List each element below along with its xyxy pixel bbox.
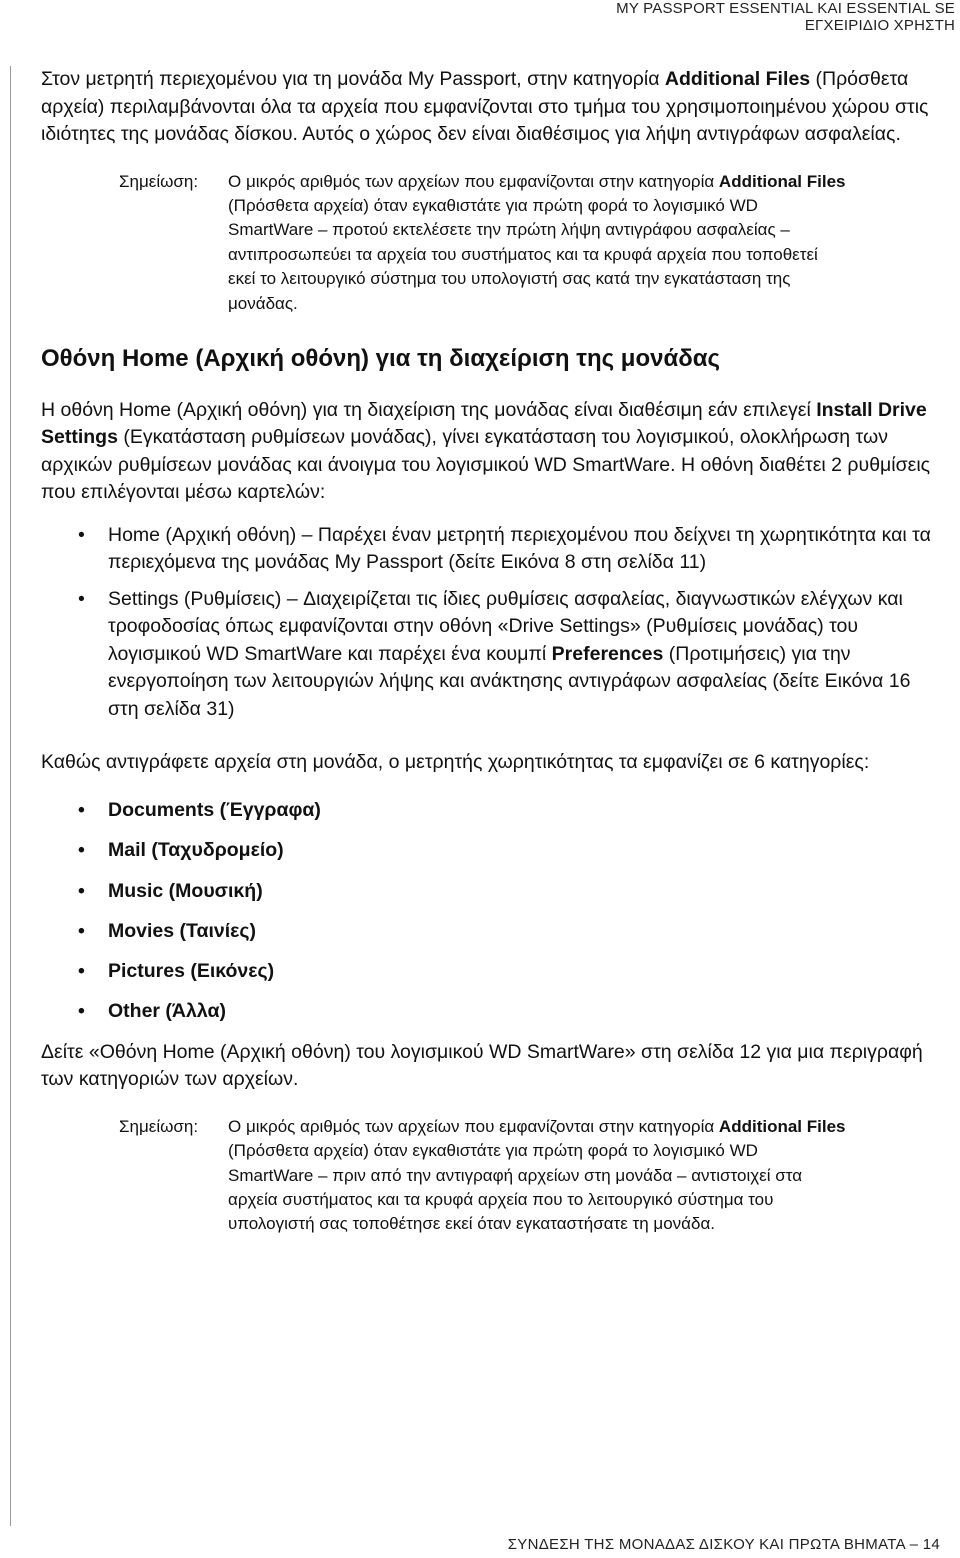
categories-list (41, 797, 941, 1025)
category-item: • Mail (Ταχυδρομείο) (41, 837, 941, 864)
list-item-settings: • Settings (Ρυθμίσεις) – Διαχειρίζεται τις ίδιες ρυθμίσεις ασφαλείας, διαγνωστικών ελέγχων και τροφοδοσίας όπως εμφανίζονται στην οθόνη «Drive Settings» (Ρυθμίσεις μονάδας) του λογισμικού WD SmartWare και παρέχει ένα κουμπί Preferences (Προτιμήσεις) για την ενεργοποίηση των λειτουργιών λήψης και ανάκτησης αντιγράφων ασφαλείας (δείτε Εικόνα 16 στη σελίδα 31) (78, 587, 911, 720)
preferences-bold-term: Preferences (551, 642, 664, 665)
running-header (616, 0, 955, 34)
bullet-icon: • (78, 523, 85, 546)
note-1-bold-term: Additional Files (718, 171, 846, 191)
category-item: • Movies (Ταινίες) (41, 918, 941, 945)
category-item: • Documents (Έγγραφα) (41, 797, 941, 824)
tab-list (41, 522, 941, 724)
bullet-icon: • (78, 839, 85, 862)
bullet-icon: • (78, 1000, 85, 1023)
bullet-icon: • (78, 798, 85, 821)
note-2-bold-term: Additional Files (718, 1116, 846, 1136)
header-title: MY PASSPORT ESSENTIAL KAI ESSENTIAL SE (616, 0, 955, 17)
header-subtitle: ΕΓΧΕΙΡΙΔΙΟ ΧΡΗΣΤΗ (804, 17, 955, 34)
list-item-home: • Home (Αρχική οθόνη) – Παρέχει έναν μετρητή περιεχομένου που δείχνει τη χωρητικότητα και τα περιεχόμενα της μονάδας My Passport (δείτε Εικόνα 8 στη σελίδα 11) (78, 523, 931, 574)
bullet-icon: • (78, 960, 85, 983)
category-item: • Pictures (Εικόνες) (41, 958, 941, 985)
note-1-label: Σημείωση: (119, 171, 199, 191)
categories-intro: Καθώς αντιγράφετε αρχεία στη μονάδα, ο μετρητής χωρητικότητας τα εμφανίζει σε 6 κατηγορίες: (41, 751, 870, 774)
running-footer: ΣΥΝΔΕΣΗ ΤΗΣ ΜΟΝΑΔΑΣ ΔΙΣΚΟΥ ΚΑΙ ΠΡΩΤΑ ΒΗΜΑΤΑ – 14 (507, 1536, 940, 1553)
section-paragraph: Η οθόνη Home (Αρχική οθόνη) για τη διαχείριση της μονάδας είναι διαθέσιμη εάν επιλεγεί Install Drive Settings (Εγκατάσταση ρυθμίσεων μονάδας), γίνει εγκατάσταση του λογισμικού, ολοκλήρωση των αρχικών ρυθμίσεων μονάδας και άνοιγμα του λογισμικού WD SmartWare. Η οθόνη διαθέτει 2 ρυθμίσεις που επιλέγονται μέσω καρτελών: (41, 398, 931, 504)
page-content (41, 66, 941, 1237)
intro-bold-term: Additional Files (664, 68, 811, 90)
bullet-icon: • (78, 919, 85, 942)
section-heading: Οθόνη Home (Αρχική οθόνη) για τη διαχείριση της μονάδας (41, 344, 720, 372)
section-bold-term: Install Drive Settings (41, 398, 927, 449)
note-2: Σημείωση: Ο μικρός αριθμός των αρχείων που εμφανίζονται στην κατηγορία Additional Files (Πρόσθετα αρχεία) όταν εγκαθιστάτε για πρώτη φορά το λογισμικό WD SmartWare – πριν από την αντιγραφή αρχείων στη μονάδα – αντιστοιχεί στα αρχεία συστήματος και τα κρυφά αρχεία που το λειτουργικό σύστημα του υπολογιστή σας τοποθέτησε εκεί όταν εγκαταστήσατε τη μονάδα. (119, 1116, 846, 1234)
category-item: • Other (Άλλα) (41, 998, 941, 1025)
note-2-label: Σημείωση: (119, 1116, 199, 1136)
category-item: • Music (Μουσική) (41, 878, 941, 905)
note-1: Σημείωση: Ο μικρός αριθμός των αρχείων που εμφανίζονται στην κατηγορία Additional Files (Πρόσθετα αρχεία) όταν εγκαθιστάτε για πρώτη φορά το λογισμικό WD SmartWare – προτού εκτελέσετε την πρώτη λήψη αντιγράφου ασφαλείας – αντιπροσωπεύει τα αρχεία του συστήματος και τα κρυφά αρχεία που τοποθετεί εκεί το λειτουργικό σύστημα του υπολογιστή σας κατά την εγκατάσταση της μονάδας. (119, 171, 846, 313)
see-also-paragraph: Δείτε «Οθόνη Home (Αρχική οθόνη) του λογισμικού WD SmartWare» στη σελίδα 12 για μια περιγραφή των κατηγοριών των αρχείων. (41, 1040, 923, 1091)
bullet-icon: • (78, 587, 85, 610)
left-margin-rule (10, 66, 11, 1526)
intro-paragraph: Στον μετρητή περιεχομένου για τη μονάδα My Passport, στην κατηγορία Additional Files (Πρόσθετα αρχεία) περιλαμβάνονται όλα τα αρχεία που εμφανίζονται στο τμήμα του χρησιμοποιημένου χώρου στις ιδιότητες της μονάδας δίσκου. Αυτός ο χώρος δεν είναι διαθέσιμος για λήψη αντιγράφων ασφαλείας. (41, 68, 929, 145)
bullet-icon: • (78, 879, 85, 902)
